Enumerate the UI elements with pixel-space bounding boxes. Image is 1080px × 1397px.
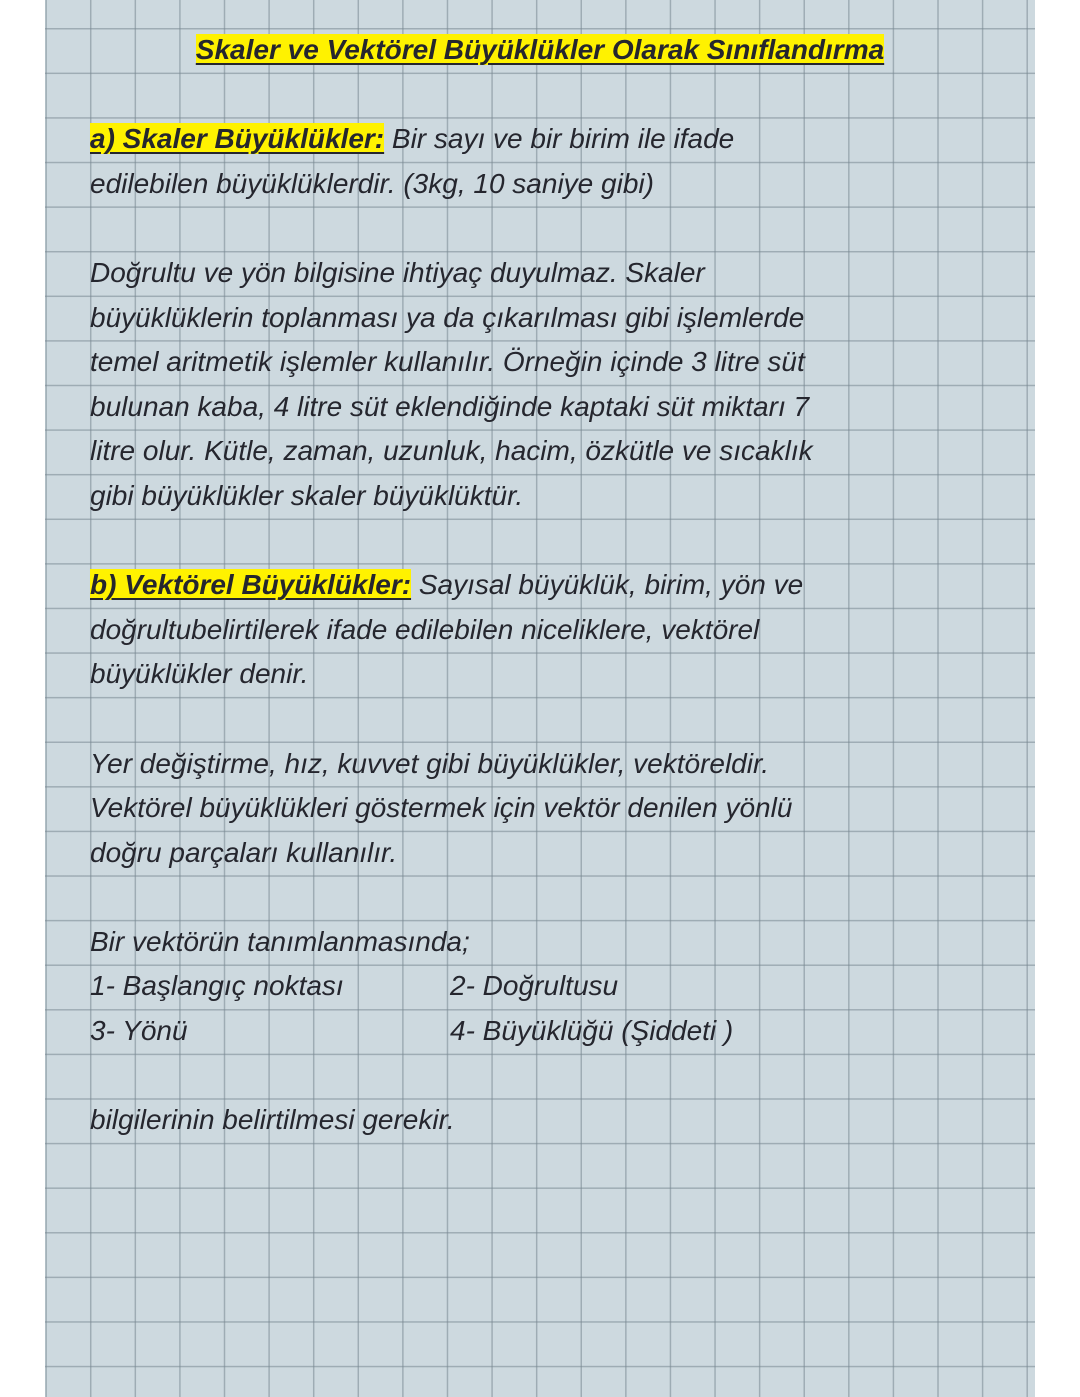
text-line: Bir sayı ve bir birim ile ifade [384, 123, 735, 155]
definition-outro: bilgilerinin belirtilmesi gerekir. [90, 1104, 455, 1136]
section-a-line [90, 117, 990, 162]
text-line: Vektörel büyüklükleri göstermek için vektör denilen yönlü [90, 792, 793, 824]
list-item: 3- Yönü [90, 1015, 188, 1047]
text-line: gibi büyüklükler skaler büyüklüktür. [90, 479, 524, 511]
list-row [90, 1009, 990, 1054]
note-content [90, 28, 990, 1143]
list-item: 2- Doğrultusu [450, 970, 619, 1002]
text-line: büyüklüklerin toplanması ya da çıkarılması gibi işlemlerde [90, 301, 805, 333]
text-line: edilebilen büyüklüklerdir. (3kg, 10 saniye gibi) [90, 167, 654, 199]
text-line: litre olur. Kütle, zaman, uzunluk, hacim, özkütle ve sıcaklık [90, 435, 813, 467]
definition-intro: Bir vektörün tanımlanmasında; [90, 925, 470, 957]
section-b-heading: b) Vektörel Büyüklükler: [90, 569, 412, 601]
title-line [0, 28, 1080, 73]
list-item: 1- Başlangıç noktası [90, 970, 344, 1002]
section-b-line [90, 563, 990, 608]
text-line: büyüklükler denir. [90, 658, 309, 690]
text-line: temel aritmetik işlemler kullanılır. Örneğin içinde 3 litre süt [90, 346, 805, 378]
list-row [90, 964, 990, 1009]
text-line: doğru parçaları kullanılır. [90, 836, 398, 868]
page-title: Skaler ve Vektörel Büyüklükler Olarak Sınıflandırma [195, 34, 885, 65]
text-line: Doğrultu ve yön bilgisine ihtiyaç duyulmaz. Skaler [90, 256, 705, 288]
text-line: doğrultubelirtilerek ifade edilebilen niceliklere, vektörel [90, 613, 760, 645]
section-a-heading: a) Skaler Büyüklükler: [90, 123, 385, 155]
text-line: Yer değiştirme, hız, kuvvet gibi büyüklükler, vektöreldir. [90, 747, 770, 779]
text-line: Sayısal büyüklük, birim, yön ve [411, 569, 804, 601]
text-line: bulunan kaba, 4 litre süt eklendiğinde kaptaki süt miktarı 7 [90, 390, 810, 422]
list-item: 4- Büyüklüğü (Şiddeti ) [450, 1015, 734, 1047]
